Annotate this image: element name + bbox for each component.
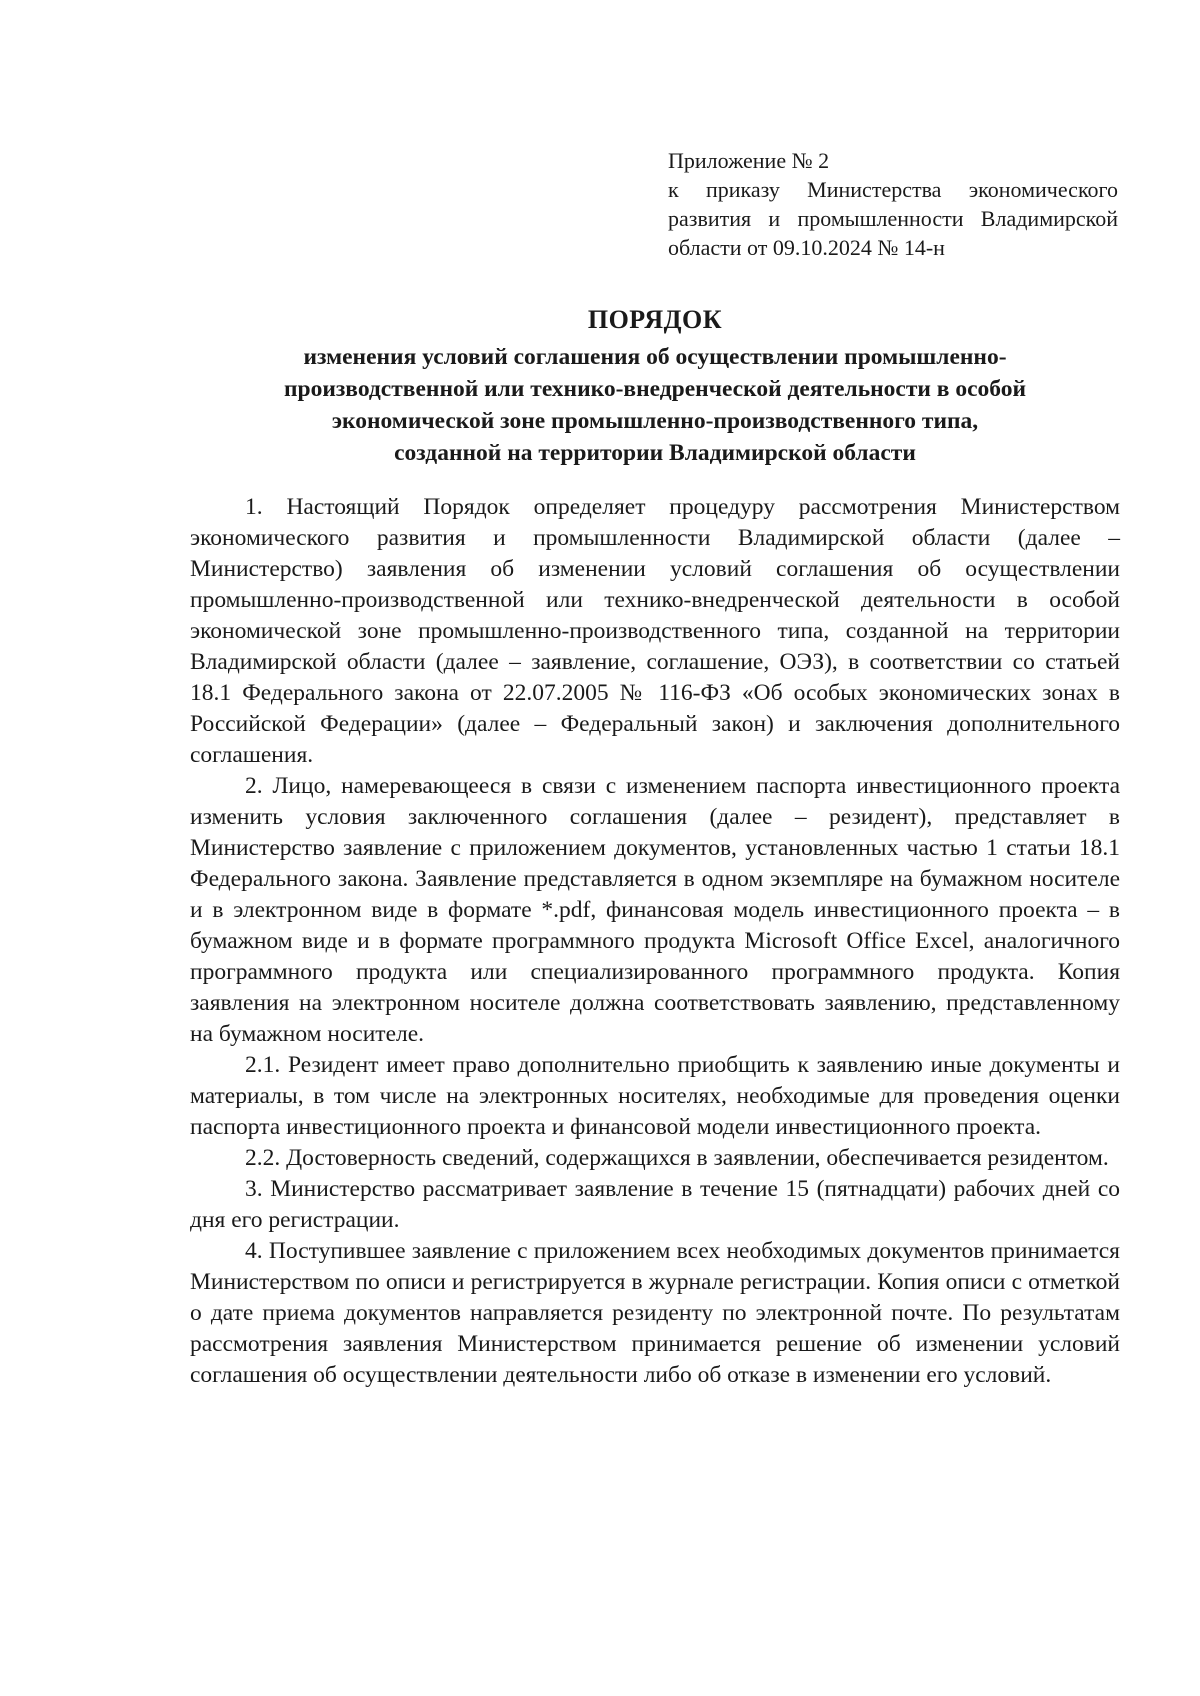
subtitle-line: изменения условий соглашения об осуществлении промышленно- [303, 344, 1007, 370]
title-block [190, 303, 1120, 469]
document-subtitle [190, 341, 1120, 469]
appendix-ministry: развития и промышленности Владимирской [668, 206, 1118, 231]
appendix-date: области от 09.10.2024 № 14-н [668, 235, 945, 260]
paragraph-1: 1. Настоящий Порядок определяет процедуру рассмотрения Министерством экономического развития и промышленности Владимирской области (далее – Министерство) заявления об изменении условий соглашения об осуществлении промышленно-производственной или технико-внедренческой деятельности в особой экономической зоне промышленно-производственного типа, созданной на территории Владимирской области (далее – заявление, соглашение, ОЭЗ), в соответствии со статьей 18.1 Федерального закона от 22.07.2005 № 116-ФЗ «Об особых экономических зонах в Российской Федерации» (далее – Федеральный закон) и заключения дополнительного соглашения. [190, 494, 1120, 768]
subtitle-line: экономической зоне промышленно-производственного типа, [331, 408, 979, 434]
paragraph-2-1: 2.1. Резидент имеет право дополнительно приобщить к заявлению иные документы и материалы, в том числе на электронных носителях, необходимые для проведения оценки паспорта инвестиционного проекта и финансовой модели инвестиционного проекта. [190, 1052, 1120, 1140]
document-body [190, 492, 1120, 1391]
document-title: ПОРЯДОК [587, 305, 723, 334]
subtitle-line: производственной или технико-внедренческой деятельности в особой [283, 376, 1027, 402]
appendix-number: Приложение № 2 [668, 148, 830, 173]
paragraph-2: 2. Лицо, намеревающееся в связи с изменением паспорта инвестиционного проекта изменить условия заключенного соглашения (далее – резидент), представляет в Министерство заявление с приложением документов, установленных частью 1 статьи 18.1 Федерального закона. Заявление представляется в одном экземпляре на бумажном носителе и в электронном виде в формате *.pdf, финансовая модель инвестиционного проекта – в бумажном виде и в формате программного продукта Microsoft Office Excel, аналогичного программного продукта или специализированного программного продукта. Копия заявления на электронном носителе должна соответствовать заявлению, представленному на бумажном носителе. [190, 773, 1120, 1047]
appendix-note [668, 146, 1118, 262]
subtitle-line: созданной на территории Владимирской области [394, 440, 916, 466]
paragraph-4: 4. Поступившее заявление с приложением всех необходимых документов принимается Министерством по описи и регистрируется в журнале регистрации. Копия описи с отметкой о дате приема документов направляется резиденту по электронной почте. По результатам рассмотрения заявления Министерством принимается решение об изменении условий соглашения об осуществлении деятельности либо об отказе в изменении его условий. [190, 1238, 1120, 1388]
paragraph-2-2: 2.2. Достоверность сведений, содержащихся в заявлении, обеспечивается резидентом. [245, 1145, 1109, 1171]
paragraph-3: 3. Министерство рассматривает заявление в течение 15 (пятнадцати) рабочих дней со дня его регистрации. [190, 1176, 1120, 1233]
appendix-order-ref: к приказу Министерства экономического [668, 177, 1118, 202]
